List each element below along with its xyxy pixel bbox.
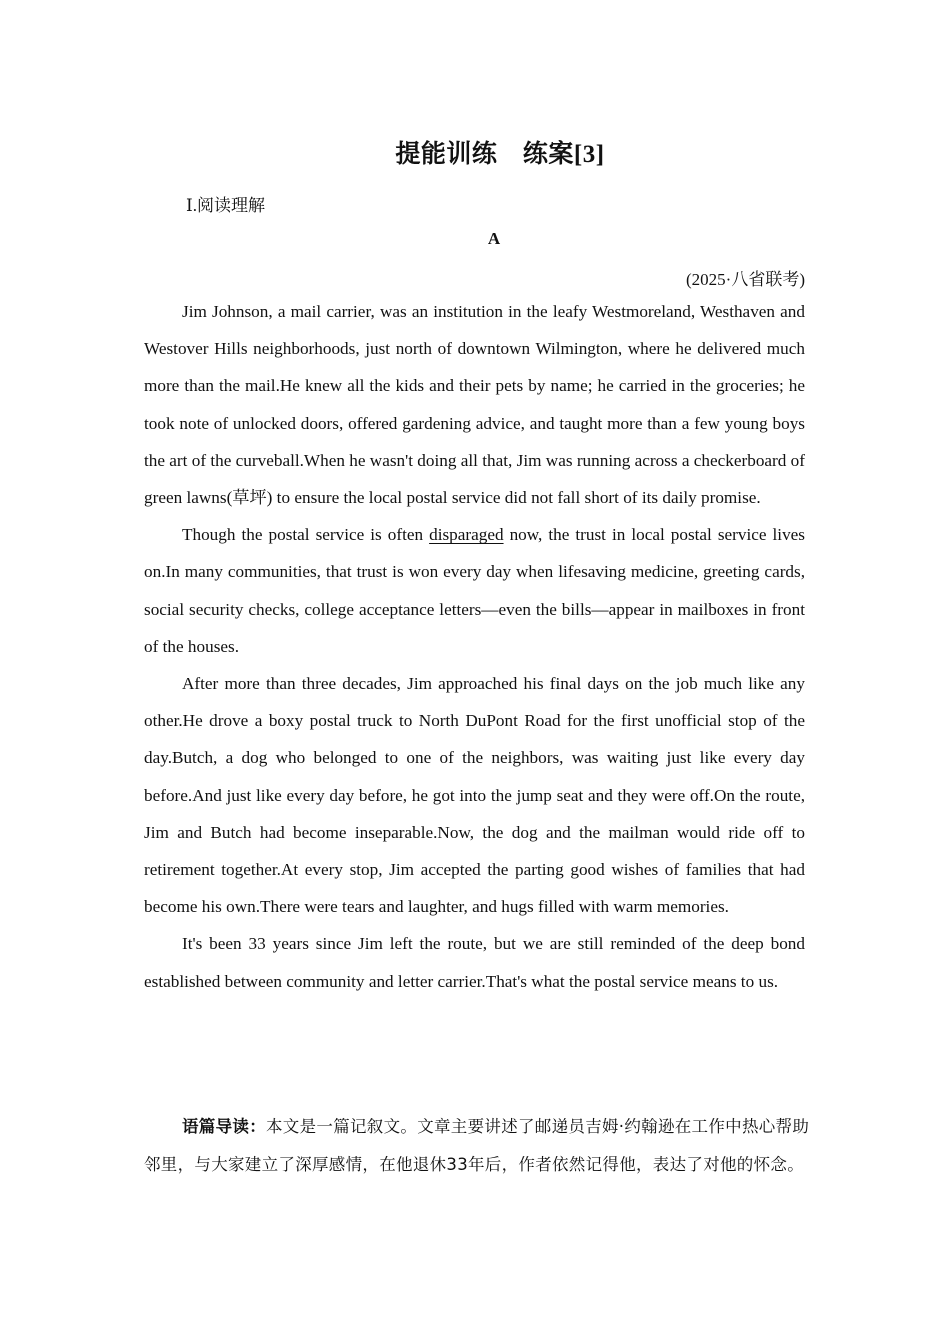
passage-source: (2025·八省联考) (686, 270, 805, 289)
paragraph-2-end: now, the trust in local postal service lives on.In many communities, that trust is won every day when lifesaving medicine, greeting cards, social security checks, college acceptance letters—even the bills—appear in mailboxes in front of the houses. (144, 525, 805, 656)
passage-body (144, 293, 805, 1000)
page-title: 提能训练 练案[3] (395, 141, 605, 168)
underlined-word: disparaged (429, 525, 504, 545)
reading-guide (144, 1108, 816, 1183)
paragraph-3: After more than three decades, Jim approached his final days on the job much like any other.He drove a boxy postal truck to North DuPont Road for the first unofficial stop of the day.Butch, a dog who belonged to one of the neighbors, was waiting just like every day before.And just like every day before, he got into the jump seat and they were off.On the route, Jim and Butch had become inseparable.Now, the dog and the mailman would ride off to retirement together.At every stop, Jim accepted the parting good wishes of families that had become his own.There were tears and laughter, and hugs filled with warm memories. (144, 674, 805, 917)
paragraph-2 (144, 516, 805, 665)
reading-guide-text: 本文是一篇记叙文。文章主要讲述了邮递员吉姆·约翰逊在工作中热心帮助邻里，与大家建立了深厚感情，在他退休33年后，作者依然记得他，表达了对他的怀念。 (144, 1117, 810, 1174)
reading-guide-label: 语篇导读： (182, 1117, 266, 1136)
section-heading: Ⅰ.阅读理解 (186, 196, 265, 215)
paragraph-4: It's been 33 years since Jim left the route, but we are still reminded of the deep bond established between community and letter carrier.That's what the postal service means to us. (144, 934, 805, 991)
paragraph-2-start: Though the postal service is often (182, 525, 430, 545)
passage-letter: A (487, 229, 501, 248)
paragraph-1: Jim Johnson, a mail carrier, was an institution in the leafy Westmoreland, Westhaven and Westover Hills neighborhoods, just north of downtown Wilmington, where he delivered much more than the mail.He knew all the kids and their pets by name; he carried in the groceries; he took note of unlocked doors, offered gardening advice, and taught more than a few young boys the art of the curveball.When he wasn't doing all that, Jim was running across a checkerboard of green lawns(草坪) to ensure the local postal service did not fall short of its daily promise. (144, 302, 805, 508)
